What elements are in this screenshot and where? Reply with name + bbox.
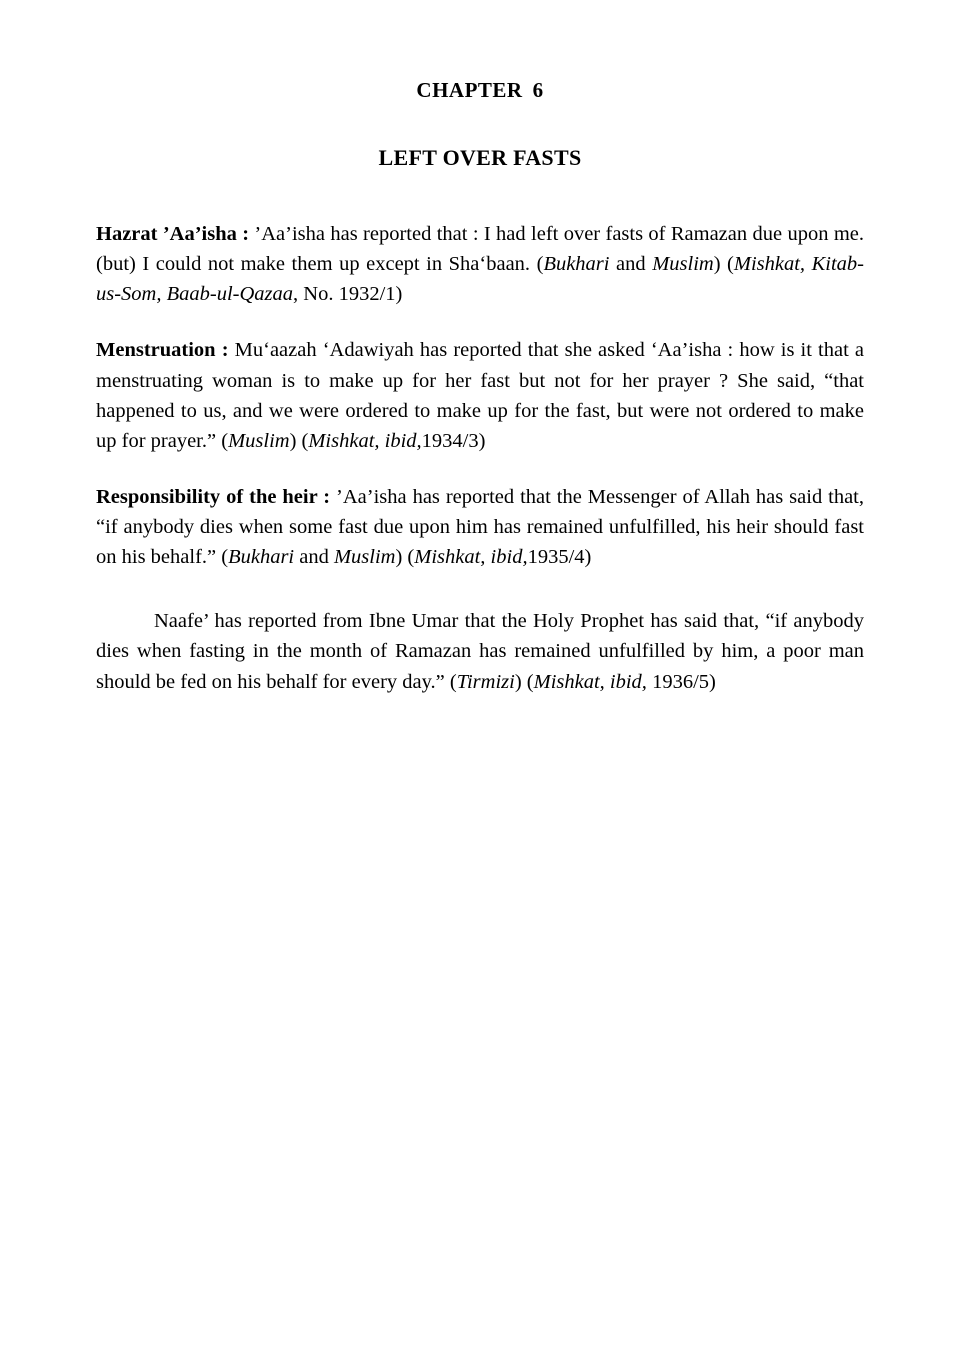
citation-reference: Mishkat, ibid, [308,429,422,452]
paragraph-hazrat-aaisha [96,219,864,309]
paragraph-lead: Responsibility of the heir : [96,485,331,508]
paragraph-text: and [294,546,334,569]
citation-source: Bukhari [228,546,295,569]
citation-source: Muslim [333,546,396,569]
paragraph-text: ’Aa’isha has reported that the Messenger of Allah has said that, “if anybody dies when some fast due upon him has remained unfulfilled, his heir should fast on his behalf.” ( [96,485,864,569]
citation-source: Muslim [652,253,714,276]
citation-number: 1936/5) [646,670,716,693]
citation-number: 1935/4) [527,546,592,569]
paragraph-lead: Menstruation : [96,339,229,362]
paragraph-text: ) ( [713,253,734,276]
section-title: LEFT OVER FASTS [378,145,582,170]
paragraph-text: ) ( [395,546,415,569]
citation-source: Muslim [228,429,290,452]
paragraph-text: and [609,253,653,276]
chapter-heading [96,78,864,103]
chapter-label: CHAPTER [416,78,523,102]
citation-number: 1934/3) [421,429,486,452]
citation-source: Tirmizi [456,670,515,693]
paragraph-text: ) ( [514,670,534,693]
paragraph-menstruation [96,335,864,456]
chapter-number: 6 [532,78,544,102]
paragraph-responsibility-of-the-heir [96,482,864,572]
citation-source: Bukhari [543,253,610,276]
paragraph-text: ’Aa’isha has reported that : I had left over fasts of Ramazan due upon me. (but) I could not make them up except in Sha‘baan. ( [96,223,864,276]
paragraph-text: Mu‘aazah ‘Adawiyah has reported that she asked ‘Aa’isha : how is it that a menstruating woman is to make up for her fast but not for her prayer ? She said, “that happened to us, and we were ordered to make up for the fast, but were not ordered to make up for prayer.” ( [96,339,864,452]
citation-reference: Mishkat, ibid, [533,670,647,693]
paragraph-naafe [96,606,864,696]
citation-number: , No. 1932/1) [293,283,403,306]
paragraph-text: ) ( [289,429,309,452]
citation-reference: Mishkat, ibid, [414,546,528,569]
paragraph-lead: Hazrat ’Aa’isha : [96,223,250,245]
citation-reference: Mishkat, Kitab-us-Som, Baab-ul-Qazaa [96,253,864,306]
paragraph-text: Naafe’ has reported from Ibne Umar that the Holy Prophet has said that, “if anybody dies when fasting in the month of Ramazan has remained unfulfilled by him, a poor man should be fed on his behalf for every day.” ( [96,610,864,693]
